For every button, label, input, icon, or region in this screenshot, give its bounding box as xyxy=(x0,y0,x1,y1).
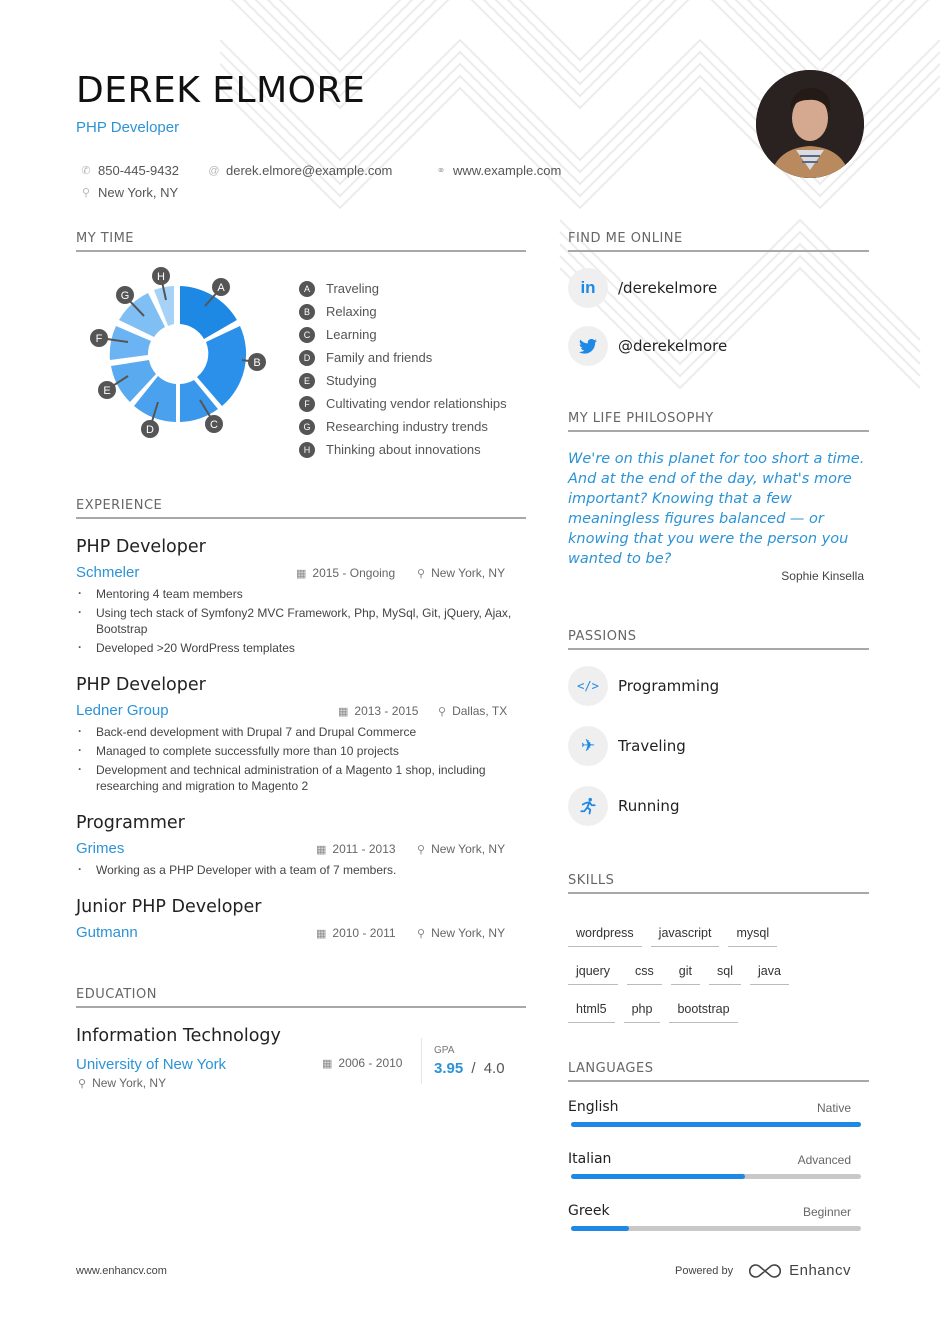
gpa xyxy=(434,1060,505,1077)
svg-text:B: B xyxy=(253,357,261,369)
job-dates xyxy=(296,566,395,580)
linkedin-handle[interactable]: /derekelmore xyxy=(618,279,718,297)
job-dates xyxy=(316,926,396,940)
bullet-item: · Back-end development with Drupal 7 and Drupal Commerce xyxy=(76,724,526,740)
svg-text:E: E xyxy=(103,385,111,397)
section-title-education: EDUCATION xyxy=(76,987,526,1008)
phone-text: 850-445-9432 xyxy=(98,163,179,178)
skill-tag: java xyxy=(750,964,789,985)
legend-item xyxy=(299,277,507,300)
code-icon: </> xyxy=(568,666,608,706)
passion-label: Traveling xyxy=(618,737,686,755)
running-icon xyxy=(568,786,608,826)
passion-item xyxy=(568,726,686,766)
job-title: PHP Developer xyxy=(76,675,206,695)
job-company: Gutmann xyxy=(76,924,138,941)
education-school: University of New York xyxy=(76,1056,227,1073)
legend-marker: H xyxy=(299,442,315,458)
bullet-item: · Mentoring 4 team members xyxy=(76,586,526,602)
legend-marker: D xyxy=(299,350,315,366)
job-company: Grimes xyxy=(76,840,125,857)
section-title-my-time: MY TIME xyxy=(76,231,526,252)
job-company: Ledner Group xyxy=(76,702,169,719)
job-bullets xyxy=(76,862,526,881)
legend-item xyxy=(299,300,507,323)
skill-tag: wordpress xyxy=(568,926,642,947)
map-pin-icon: ⚲ xyxy=(417,567,426,580)
calendar-icon: ▦ xyxy=(316,927,327,940)
legend-label: Relaxing xyxy=(326,304,377,319)
passion-label: Programming xyxy=(618,677,720,695)
language-bar-fill xyxy=(571,1226,629,1231)
language-name: Greek xyxy=(568,1203,610,1219)
social-twitter[interactable] xyxy=(568,326,727,366)
skill-tag: javascript xyxy=(651,926,720,947)
link-icon: ⚭ xyxy=(436,165,446,177)
job-dates xyxy=(338,704,418,718)
dates-text: 2013 - 2015 xyxy=(354,704,419,718)
job-bullets xyxy=(76,724,526,797)
skills-row xyxy=(568,960,798,985)
website-text[interactable]: www.example.com xyxy=(453,163,562,178)
social-linkedin[interactable] xyxy=(568,268,717,308)
job-dates xyxy=(316,842,396,856)
legend-label: Traveling xyxy=(326,281,379,296)
legend-marker: A xyxy=(299,281,315,297)
location-text: New York, NY xyxy=(431,926,506,940)
section-title-languages: LANGUAGES xyxy=(568,1061,869,1082)
job-title: Programmer xyxy=(76,813,185,833)
calendar-icon: ▦ xyxy=(296,567,307,580)
legend-marker: C xyxy=(299,327,315,343)
bullet-item: · Using tech stack of Symfony2 MVC Framework, Php, MySql, Git, jQuery, Ajax, Bootstrap xyxy=(76,605,526,637)
skills-row xyxy=(568,922,786,947)
legend-item xyxy=(299,438,507,461)
map-pin-icon: ⚲ xyxy=(417,927,426,940)
job-location xyxy=(438,704,507,718)
contact-phone xyxy=(80,163,179,178)
education-dates xyxy=(322,1056,402,1070)
location-text: New York, NY xyxy=(431,566,506,580)
skill-tag: mysql xyxy=(728,926,777,947)
phone-icon: ✆ xyxy=(81,165,91,177)
bullet-item: · Working as a PHP Developer with a team of 7 members. xyxy=(76,862,526,878)
section-title-find-me-online: FIND ME ONLINE xyxy=(568,231,869,252)
gpa-divider xyxy=(421,1038,422,1084)
job-bullets xyxy=(76,586,526,659)
candidate-role: PHP Developer xyxy=(76,119,180,136)
candidate-name: DEREK ELMORE xyxy=(76,70,366,111)
job-location xyxy=(417,926,505,940)
gpa-separator: / xyxy=(471,1060,476,1077)
location-text: New York, NY xyxy=(431,842,506,856)
avatar-photo xyxy=(756,70,864,178)
skill-tag: css xyxy=(627,964,662,985)
legend-marker: G xyxy=(299,419,315,435)
linkedin-icon: in xyxy=(568,268,608,308)
legend-label: Thinking about innovations xyxy=(326,442,481,457)
language-item xyxy=(568,1151,861,1179)
footer-powered-by[interactable] xyxy=(675,1262,851,1279)
gpa-max: 4.0 xyxy=(483,1060,505,1077)
legend-item xyxy=(299,392,507,415)
education-degree: Information Technology xyxy=(76,1026,281,1046)
passion-item xyxy=(568,666,719,706)
passion-label: Running xyxy=(618,797,680,815)
legend-label: Researching industry trends xyxy=(326,419,488,434)
gpa-label: GPA xyxy=(434,1045,455,1056)
skill-tag: jquery xyxy=(568,964,618,985)
legend-label: Cultivating vendor relationships xyxy=(326,396,507,411)
svg-text:C: C xyxy=(210,419,218,431)
legend-item xyxy=(299,369,507,392)
language-bar-fill xyxy=(571,1174,745,1179)
svg-text:F: F xyxy=(95,333,103,345)
language-name: English xyxy=(568,1099,619,1115)
footer-website-link[interactable]: www.enhancv.com xyxy=(76,1265,167,1277)
avatar-illustration xyxy=(756,70,864,178)
language-level: Advanced xyxy=(797,1153,851,1167)
gpa-value: 3.95 xyxy=(434,1060,464,1077)
location-text: New York, NY xyxy=(98,185,179,200)
dates-text: 2006 - 2010 xyxy=(338,1056,403,1070)
bullet-item: · Managed to complete successfully more than 10 projects xyxy=(76,743,526,759)
skills-row xyxy=(568,998,747,1023)
brand-name: Enhancv xyxy=(789,1262,851,1279)
map-pin-icon: ⚲ xyxy=(417,843,426,856)
bullet-item: · Development and technical administration of a Magento 1 shop, including researching and migration to Magento 2 xyxy=(76,762,526,794)
skill-tag: php xyxy=(624,1002,661,1023)
enhancv-logo-icon xyxy=(749,1263,781,1279)
language-bar xyxy=(571,1226,861,1231)
my-time-legend xyxy=(299,277,507,461)
legend-label: Learning xyxy=(326,327,377,342)
job-location xyxy=(417,566,505,580)
contact-email[interactable] xyxy=(208,163,392,178)
skill-tag: html5 xyxy=(568,1002,615,1023)
legend-marker: B xyxy=(299,304,315,320)
calendar-icon: ▦ xyxy=(338,705,349,718)
philosophy-author: Sophie Kinsella xyxy=(781,569,864,583)
language-bar xyxy=(571,1122,861,1127)
my-time-donut-chart xyxy=(80,260,280,450)
section-title-philosophy: MY LIFE PHILOSOPHY xyxy=(568,411,869,432)
job-company: Schmeler xyxy=(76,564,140,581)
location-text: New York, NY xyxy=(92,1076,167,1090)
section-title-passions: PASSIONS xyxy=(568,629,869,650)
education-location xyxy=(78,1076,166,1090)
svg-text:D: D xyxy=(146,424,154,436)
language-bar xyxy=(571,1174,861,1179)
legend-item xyxy=(299,415,507,438)
dates-text: 2010 - 2011 xyxy=(332,926,396,940)
svg-text:A: A xyxy=(217,282,225,294)
language-name: Italian xyxy=(568,1151,612,1167)
passion-item xyxy=(568,786,679,826)
philosophy-quote: We're on this planet for too short a time. And at the end of the day, what's more important? Knowing that a few meaningless figures balanced — or knowing that you were the person you wanted to be? xyxy=(568,451,865,567)
enhancv-logo[interactable] xyxy=(749,1262,851,1279)
language-bar-fill xyxy=(571,1122,861,1127)
map-pin-icon: ⚲ xyxy=(78,1077,87,1090)
twitter-handle[interactable]: @derekelmore xyxy=(618,337,728,355)
dates-text: 2011 - 2013 xyxy=(332,842,396,856)
job-title: Junior PHP Developer xyxy=(76,897,262,917)
job-title: PHP Developer xyxy=(76,537,206,557)
language-item xyxy=(568,1099,861,1127)
section-title-skills: SKILLS xyxy=(568,873,869,894)
legend-label: Family and friends xyxy=(326,350,433,365)
language-level: Native xyxy=(816,1101,851,1115)
calendar-icon: ▦ xyxy=(316,843,327,856)
contact-website[interactable] xyxy=(435,163,561,178)
bullet-item: · Developed >20 WordPress templates xyxy=(76,640,526,656)
job-location xyxy=(417,842,505,856)
svg-text:G: G xyxy=(120,290,130,302)
map-pin-icon: ⚲ xyxy=(438,705,447,718)
legend-item xyxy=(299,346,507,369)
at-icon: @ xyxy=(208,164,220,177)
legend-label: Studying xyxy=(326,373,377,388)
language-item xyxy=(568,1203,861,1231)
contact-location xyxy=(80,185,178,200)
map-pin-icon: ⚲ xyxy=(81,187,91,199)
airplane-icon: ✈ xyxy=(568,726,608,766)
powered-by-label: Powered by xyxy=(675,1264,734,1277)
email-text[interactable]: derek.elmore@example.com xyxy=(226,163,393,178)
legend-item xyxy=(299,323,507,346)
twitter-icon xyxy=(568,326,608,366)
location-text: Dallas, TX xyxy=(452,704,508,718)
language-level: Beginner xyxy=(802,1205,851,1219)
calendar-icon: ▦ xyxy=(322,1057,333,1070)
skill-tag: git xyxy=(671,964,700,985)
skill-tag: bootstrap xyxy=(669,1002,737,1023)
legend-marker: E xyxy=(299,373,315,389)
skill-tag: sql xyxy=(709,964,741,985)
svg-text:H: H xyxy=(157,271,165,283)
legend-marker: F xyxy=(299,396,315,412)
section-title-experience: EXPERIENCE xyxy=(76,498,526,519)
dates-text: 2015 - Ongoing xyxy=(312,566,396,580)
